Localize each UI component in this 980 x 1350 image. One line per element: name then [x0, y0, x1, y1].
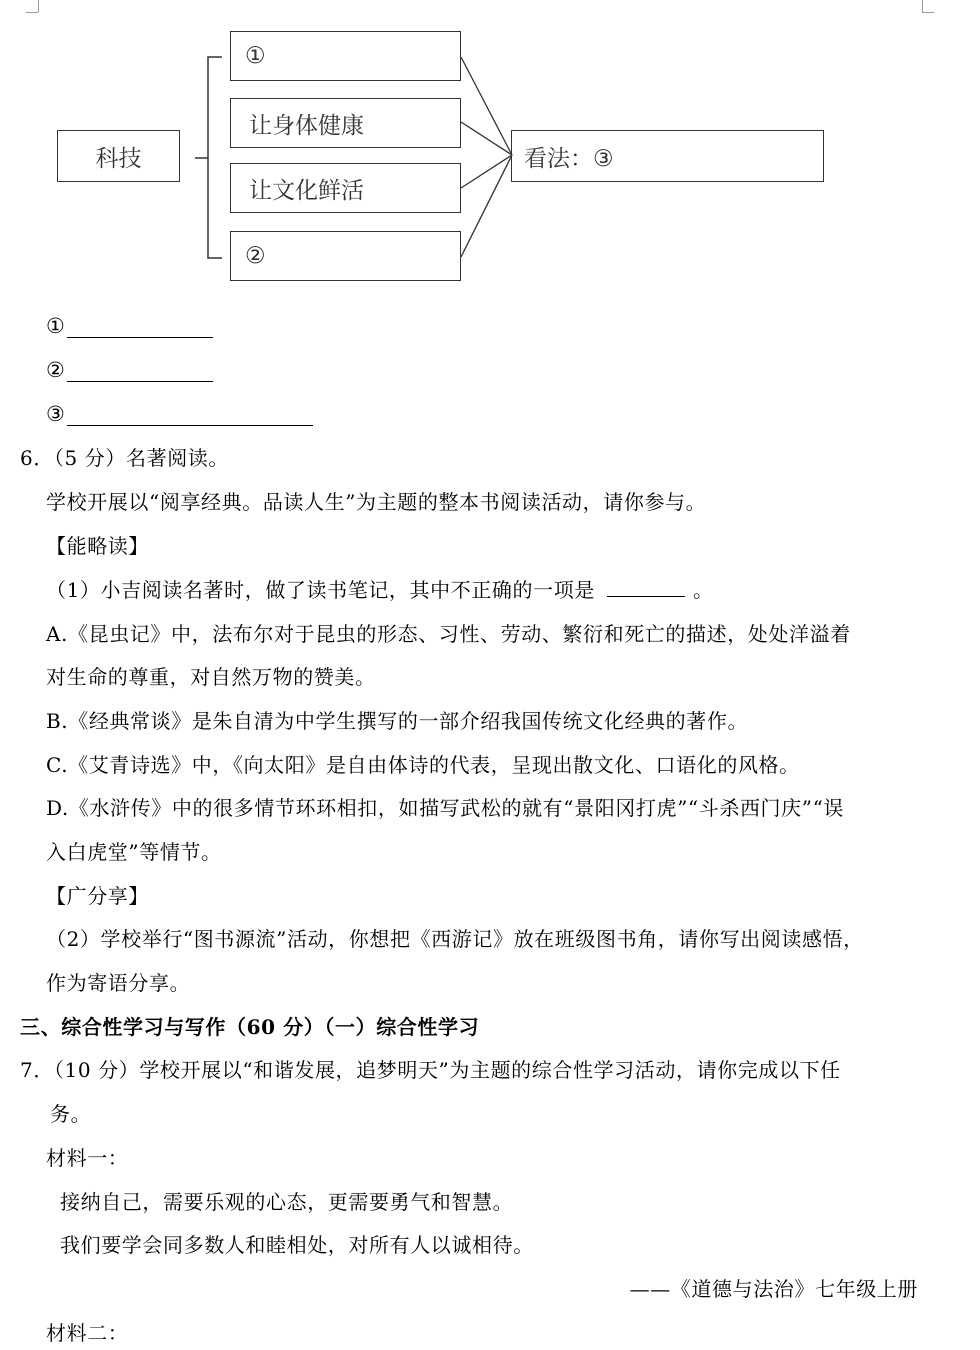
q7-material1-source: ——《道德与法治》七年级上册 [629, 1277, 918, 1301]
blank-marker-3: ③ [46, 402, 65, 426]
q6-sub1-text: （1）小吉阅读名著时，做了读书笔记，其中不正确的一项是 [46, 578, 595, 602]
q6-section-skim: 【能略读】 [46, 534, 149, 558]
q7-line1: 7．（10 分）学校开展以“和谐发展，追梦明天”为主题的综合性学习活动，请你完成以下任 [20, 1058, 841, 1082]
answer-blank-1[interactable] [46, 314, 213, 338]
q6-option-d-line1: D.《水浒传》中的很多情节环环相扣，如描写武松的就有“景阳冈打虎”“斗杀西门庆”“误 [46, 796, 845, 820]
center-box [57, 130, 180, 182]
branch-label-3: 让文化鲜活 [249, 177, 364, 204]
branch-box-4 [230, 231, 461, 281]
q7-material1-sentence1: 接纳自己，需要乐观的心态，更需要勇气和智慧。 [60, 1190, 514, 1214]
q7-material1-label: 材料一： [46, 1146, 129, 1170]
q6-option-d-line2: 入白虎堂”等情节。 [46, 840, 222, 864]
result-box [511, 130, 824, 182]
q6-option-a-line2: 对生命的尊重，对自然万物的赞美。 [46, 665, 376, 689]
branch-label-4: ② [245, 243, 266, 269]
q7-material2-label: 材料二： [46, 1321, 129, 1345]
blank-marker-2: ② [46, 358, 65, 382]
center-label: 科技 [95, 145, 142, 172]
q6-intro: 学校开展以“阅享经典。品读人生”为主题的整本书阅读活动，请你参与。 [46, 490, 707, 514]
answer-blank-3[interactable] [46, 402, 313, 426]
q7-material1-sentence2: 我们要学会同多数人和睦相处，对所有人以诚相待。 [60, 1233, 534, 1257]
answer-blank-2[interactable] [46, 358, 213, 382]
q6-sub1-answer-blank[interactable] [607, 578, 685, 597]
q6-sub2-line1: （2）学校举行“图书源流”活动，你想把《西游记》放在班级图书角，请你写出阅读感悟， [46, 927, 864, 951]
branch-label-2: 让身体健康 [249, 112, 364, 139]
branch-label-1: ① [245, 43, 266, 69]
q6-sub1 [46, 578, 714, 602]
q6-sub1-end: 。 [692, 578, 714, 602]
part3-header: 三、综合性学习与写作（60 分）（一）综合性学习 [20, 1015, 480, 1039]
q6-option-a-line1: A.《昆虫记》中，法布尔对于昆虫的形态、习性、劳动、繁衍和死亡的描述，处处洋溢着 [46, 622, 851, 646]
result-label: 看法：③ [524, 145, 614, 172]
q6-option-c: C.《艾青诗选》中，《向太阳》是自由体诗的代表，呈现出散文化、口语化的风格。 [46, 753, 800, 777]
q6-sub2-line2: 作为寄语分享。 [46, 971, 191, 995]
branch-box-2 [230, 98, 461, 148]
q6-header: 6．（5 分）名著阅读。 [20, 446, 230, 470]
q6-option-b: B.《经典常谈》是朱自清为中学生撰写的一部介绍我国传统文化经典的著作。 [46, 709, 749, 733]
tech-diagram [0, 0, 980, 300]
branch-box-1 [230, 31, 461, 81]
blank-marker-1: ① [46, 314, 65, 338]
q7-line2: 务。 [50, 1102, 92, 1126]
branch-box-3 [230, 163, 461, 213]
q6-section-share: 【广分享】 [46, 884, 149, 908]
